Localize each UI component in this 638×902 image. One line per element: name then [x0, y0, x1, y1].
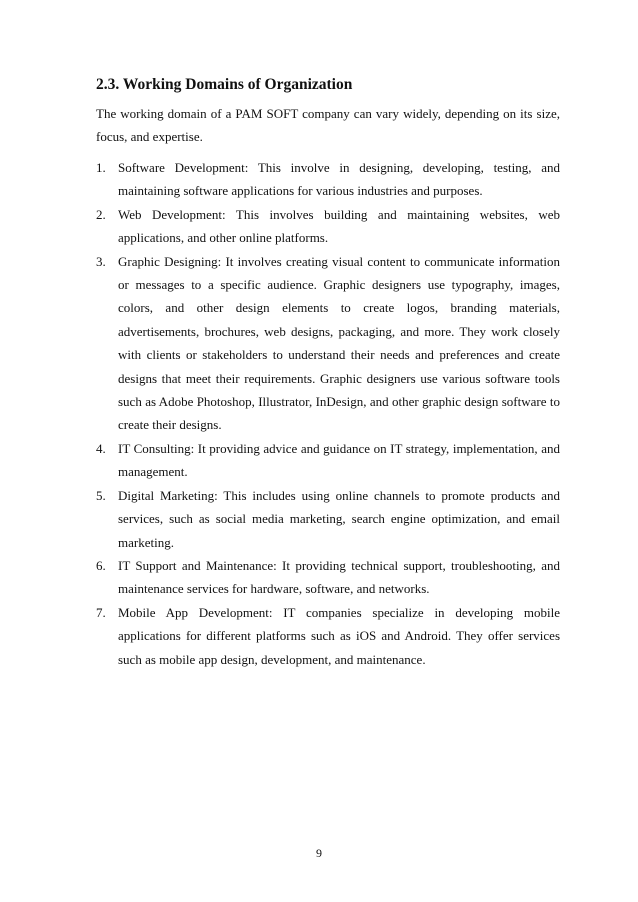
list-item-text: IT Support and Maintenance: It providing technical support, troubleshooting, and maintenance services for hardware, software, and networks. [118, 557, 560, 597]
intro-paragraph: The working domain of a PAM SOFT company can vary widely, depending on its size, focus, and expertise. [96, 106, 560, 144]
list-item [96, 601, 560, 671]
list-item [96, 156, 560, 203]
list-item-number: 1. [96, 160, 106, 175]
list-item-text: Mobile App Development: IT companies specialize in developing mobile applications for different platforms such as iOS and Android. They offer services such as mobile app design, development, and maintenance. [118, 604, 560, 667]
list-item [96, 484, 560, 554]
list-item-text: Software Development: This involve in designing, developing, testing, and maintaining software applications for various industries and purposes. [118, 160, 560, 199]
working-domains-list [96, 156, 560, 671]
list-item-number: 3. [96, 253, 106, 269]
list-item-text: Graphic Designing: It involves creating visual content to communicate information or messages to a specific audience. Graphic designers use typography, images, colors, and other design elements to create logos, branding materials, advertisements, brochures, web designs, packaging, and more. They work closely with clients or stakeholders to understand their needs and preferences and create designs that meet their requirements. Graphic designers use various software tools such as Adobe Photoshop, Illustrator, InDesign, and other graphic design software to create their designs. [118, 253, 560, 433]
list-item-number: 5. [96, 487, 106, 503]
list-item [96, 203, 560, 250]
list-item-text: Web Development: This involves building and maintaining websites, web applications, and other online platforms. [118, 206, 560, 246]
list-item [96, 554, 560, 601]
page-number: 9 [316, 846, 322, 860]
list-item-number: 6. [96, 557, 106, 573]
section-heading: 2.3. Working Domains of Organization [96, 76, 353, 93]
list-item [96, 437, 560, 484]
list-item-text: IT Consulting: It providing advice and guidance on IT strategy, implementation, and management. [118, 440, 560, 480]
list-item-number: 7. [96, 604, 106, 620]
list-item-number: 4. [96, 440, 106, 456]
list-item-number: 2. [96, 206, 106, 222]
list-item [96, 250, 560, 437]
list-item-text: Digital Marketing: This includes using online channels to promote products and services, such as social media marketing, search engine optimization, and email marketing. [118, 487, 560, 550]
page-content [96, 74, 560, 671]
